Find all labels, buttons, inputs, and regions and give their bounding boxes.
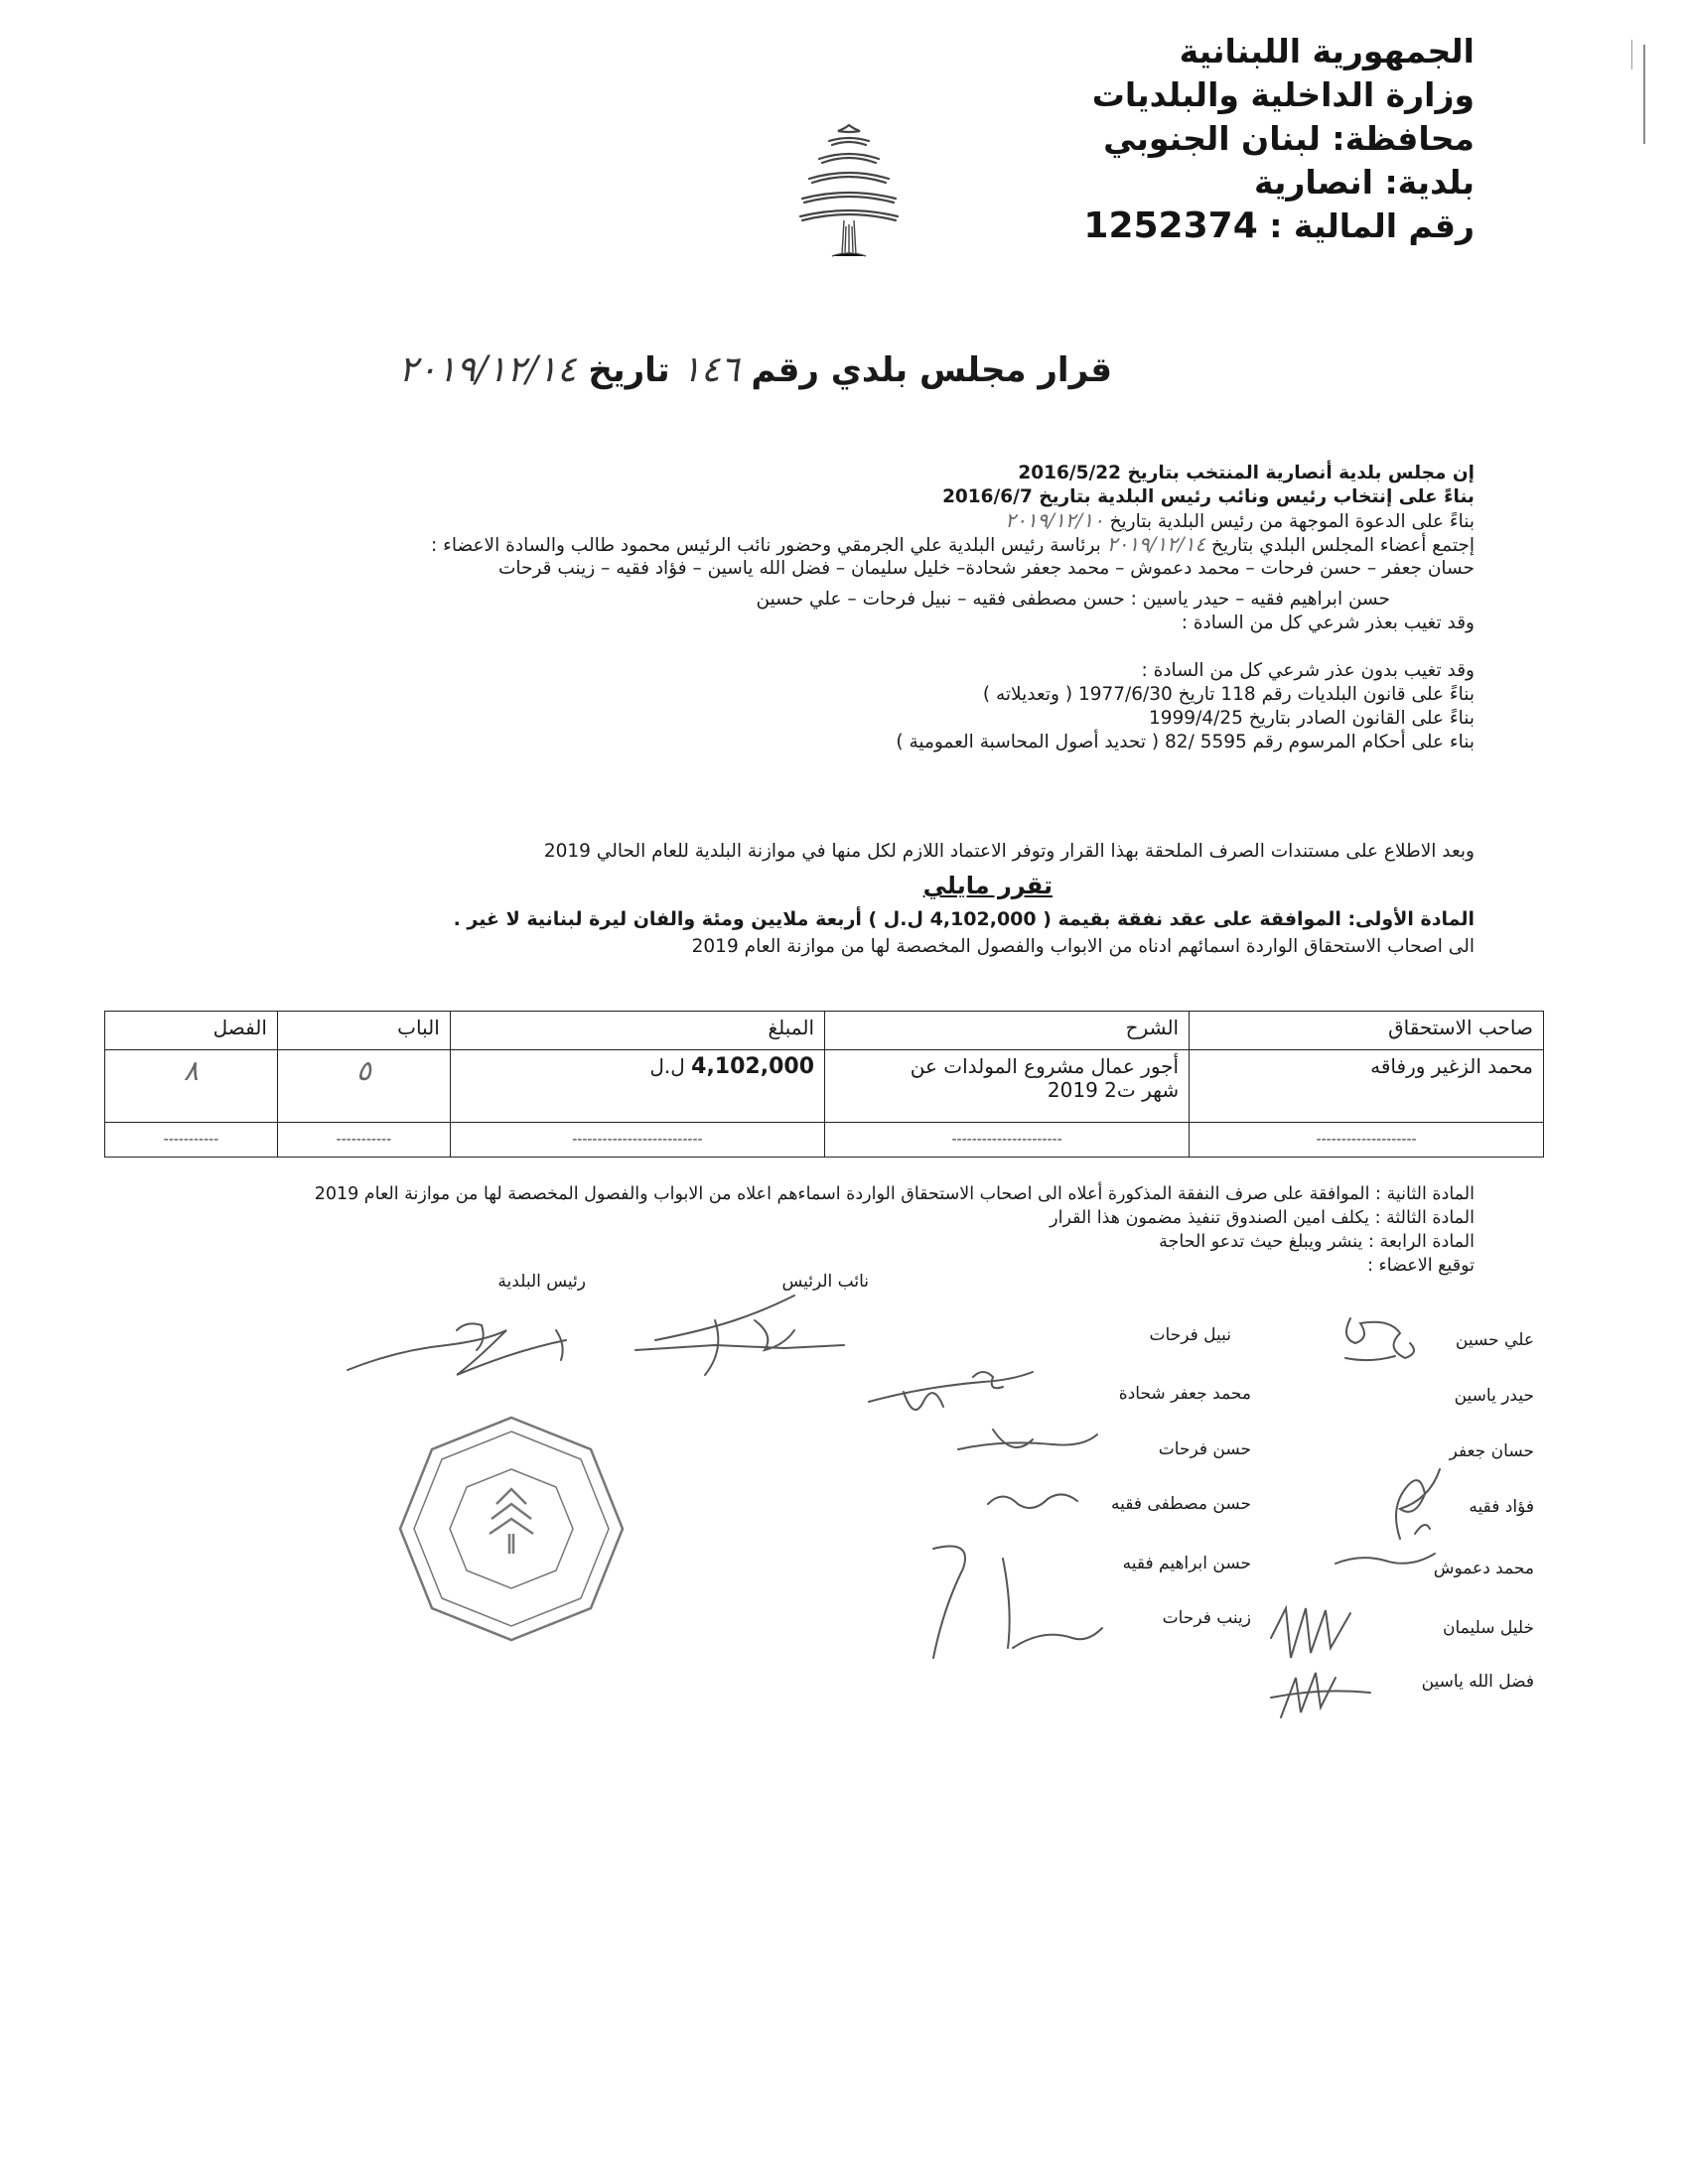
body-line-3-text: بناءً على الدعوة الموجهة من رئيس البلدية بتاريخ xyxy=(1109,511,1475,532)
header-beneficiary: صاحب الاستحقاق xyxy=(1190,1012,1544,1050)
legal-basis-line-3: بناء على أحكام المرسوم رقم 5595 /82 ( تحديد أصول المحاسبة العمومية ) xyxy=(896,732,1475,752)
review-line: وبعد الاطلاع على مستندات الصرف الملحقة بهذا القرار وتوفر الاعتماد اللازم لكل منها في موازنة البلدية للعام الحالي 2019 xyxy=(543,841,1475,862)
header-description: الشرح xyxy=(825,1012,1190,1050)
absent-without-excuse-line: وقد تغيب بدون عذر شرعي كل من السادة : xyxy=(1141,660,1475,681)
letterhead xyxy=(998,30,1475,248)
legal-basis-line-1: بناءً على قانون البلديات رقم 118 تاريخ 1977/6/30 ( وتعديلاته ) xyxy=(982,684,1475,705)
amount-currency: ل.ل xyxy=(649,1054,685,1078)
table-header-row xyxy=(105,1012,1544,1050)
dash-cell: ----------- xyxy=(277,1123,450,1158)
signer-name: حسن فرحات xyxy=(1158,1439,1251,1459)
body-line-1: إن مجلس بلدية أنصارية المنتخب بتاريخ 2016/5/22 xyxy=(1018,463,1475,483)
handwritten-bab: ٥ xyxy=(355,1054,371,1087)
signature-hassan-ibrahim-fakih xyxy=(914,1529,1112,1668)
body-line-3 xyxy=(1005,509,1475,533)
body-line-4 xyxy=(431,533,1475,557)
table-row xyxy=(105,1123,1544,1158)
article-1: المادة الأولى: الموافقة على عقد نفقة بقيمة ( 4,102,000 ل.ل ) أربعة ملايين ومئة والفان ليرة لبنانية لا غير . xyxy=(453,908,1475,930)
signature-khalil-fadlallah xyxy=(1261,1598,1410,1727)
attending-members-line-2: حسن ابراهيم فقيه – حيدر ياسين : حسن مصطفى فقيه – نبيل فرحات – علي حسين xyxy=(756,589,1390,610)
dash-cell: -------------------- xyxy=(1190,1123,1544,1158)
mayor-label: رئيس البلدية xyxy=(497,1272,586,1292)
cedar-emblem-icon xyxy=(794,117,904,266)
signer-name: فضل الله ياسين xyxy=(1421,1672,1534,1692)
cell-description-line-2: شهر ت2 2019 xyxy=(1047,1078,1180,1102)
deputy-mayor-label: نائب الرئيس xyxy=(781,1272,869,1292)
scan-edge-mark xyxy=(1631,40,1632,69)
signature-mohamad-daamoush xyxy=(1331,1539,1440,1578)
title-text: قرار مجلس بلدي رقم xyxy=(751,350,1112,390)
signatures-label: توقيع الاعضاء : xyxy=(1367,1256,1475,1276)
signer-name: محمد جعفر شحادة xyxy=(1118,1384,1251,1404)
table-row xyxy=(105,1050,1544,1123)
cell-bab xyxy=(277,1050,450,1123)
ministry-line: وزارة الداخلية والبلديات xyxy=(1091,75,1475,114)
handwritten-resolution-date: ٢٠١٩/١٢/١٤ xyxy=(398,349,577,390)
signer-name: حسن ابراهيم فقيه xyxy=(1122,1554,1251,1573)
signer-name: نبيل فرحات xyxy=(1149,1325,1231,1345)
scan-edge-mark xyxy=(1643,45,1645,144)
cell-description xyxy=(825,1050,1190,1123)
article-1-continuation: الى اصحاب الاستحقاق الواردة اسمائهم ادناه من الابواب والفصول المخصصة لها من موازنة العام 2019 xyxy=(691,936,1475,957)
title-date-label: تاريخ xyxy=(588,350,670,390)
header-bab: الباب xyxy=(277,1012,450,1050)
municipality-line: بلدية: انصارية xyxy=(1253,163,1475,202)
signer-name: فؤاد فقيه xyxy=(1469,1497,1534,1517)
signature-hassan-mostafa-fakih xyxy=(983,1479,1082,1519)
body-line-2: بناءً على إنتخاب رئيس ونائب رئيس البلدية بتاريخ 2016/6/7 xyxy=(942,486,1475,507)
finance-number: 1252374 xyxy=(1083,205,1258,246)
header-fasl: الفصل xyxy=(105,1012,278,1050)
signer-name: زينب فرحات xyxy=(1162,1608,1251,1628)
dash-cell: ---------------------- xyxy=(825,1123,1190,1158)
signature-fouad-fakih xyxy=(1370,1459,1460,1549)
signer-name: محمد دعموش xyxy=(1433,1559,1534,1578)
header-amount: المبلغ xyxy=(450,1012,824,1050)
absent-with-excuse-line: وقد تغيب بعذر شرعي كل من السادة : xyxy=(1181,613,1475,633)
finance-label: رقم المالية : xyxy=(1269,206,1475,245)
amount-value: 4,102,000 xyxy=(691,1054,815,1079)
attending-members-line-1: حسان جعفر – حسن فرحات – محمد دعموش – محمد جعفر شحادة– خليل سليمان – فضل الله ياسين – فؤاد فقيه – زينب قرحات xyxy=(497,558,1475,579)
cell-fasl xyxy=(105,1050,278,1123)
article-2: المادة الثانية : الموافقة على صرف النفقة المذكورة أعلاه الى اصحاب الاستحقاق الواردة اسماءهم اعلاه من الابواب والفصول المخصصة لها من موازنة العام 2019 xyxy=(314,1184,1475,1204)
signature-hassan-farhat xyxy=(953,1420,1102,1469)
article-3: المادة الثالثة : يكلف امين الصندوق تنفيذ مضمون هذا القرار xyxy=(1050,1208,1475,1228)
republic-line: الجمهورية اللبنانية xyxy=(1179,32,1475,70)
signer-name: خليل سليمان xyxy=(1442,1618,1534,1638)
handwritten-resolution-number: ١٤٦ xyxy=(681,349,740,390)
signer-name: حسن مصطفى فقيه xyxy=(1111,1494,1251,1514)
handwritten-fasl: ٨ xyxy=(183,1054,199,1087)
signature-ali-hussein xyxy=(1331,1308,1440,1378)
dash-cell: ----------- xyxy=(105,1123,278,1158)
legal-basis-line-2: بناءً على القانون الصادر بتاريخ 1999/4/25 xyxy=(1149,708,1475,729)
body-line-4-text-a: إجتمع أعضاء المجلس البلدي بتاريخ xyxy=(1211,535,1475,556)
cell-description-line-1: أجور عمال مشروع المولدات عن xyxy=(910,1054,1180,1078)
signer-name: حسان جعفر xyxy=(1449,1441,1534,1461)
signer-name: حيدر ياسين xyxy=(1454,1386,1534,1406)
body-line-4-text-b: برئاسة رئيس البلدية علي الجرمقي وحضور نائب الرئيس محمود طالب والسادة الاعضاء : xyxy=(431,535,1101,556)
municipal-seal-stamp xyxy=(392,1410,631,1648)
dash-cell: -------------------------- xyxy=(450,1123,824,1158)
cell-amount xyxy=(450,1050,824,1123)
handwritten-meeting-date: ٢٠١٩/١٢/١٤ xyxy=(1106,532,1206,556)
handwritten-invitation-date: ٢٠١٩/١٢/١٠ xyxy=(1005,508,1104,532)
finance-number-line xyxy=(998,205,1475,248)
signer-name: علي حسين xyxy=(1455,1330,1534,1350)
article-4: المادة الرابعة : ينشر ويبلغ حيث تدعو الحاجة xyxy=(1159,1232,1475,1252)
expense-table xyxy=(104,1011,1544,1158)
cell-beneficiary: محمد الزغير ورفاقه xyxy=(1190,1050,1544,1123)
mayor-deputy-signatures xyxy=(338,1291,854,1390)
resolved-heading: تقرر مايلي xyxy=(922,872,1053,899)
governorate-line: محافظة: لبنان الجنوبي xyxy=(1103,119,1475,158)
resolution-title xyxy=(399,349,1112,390)
